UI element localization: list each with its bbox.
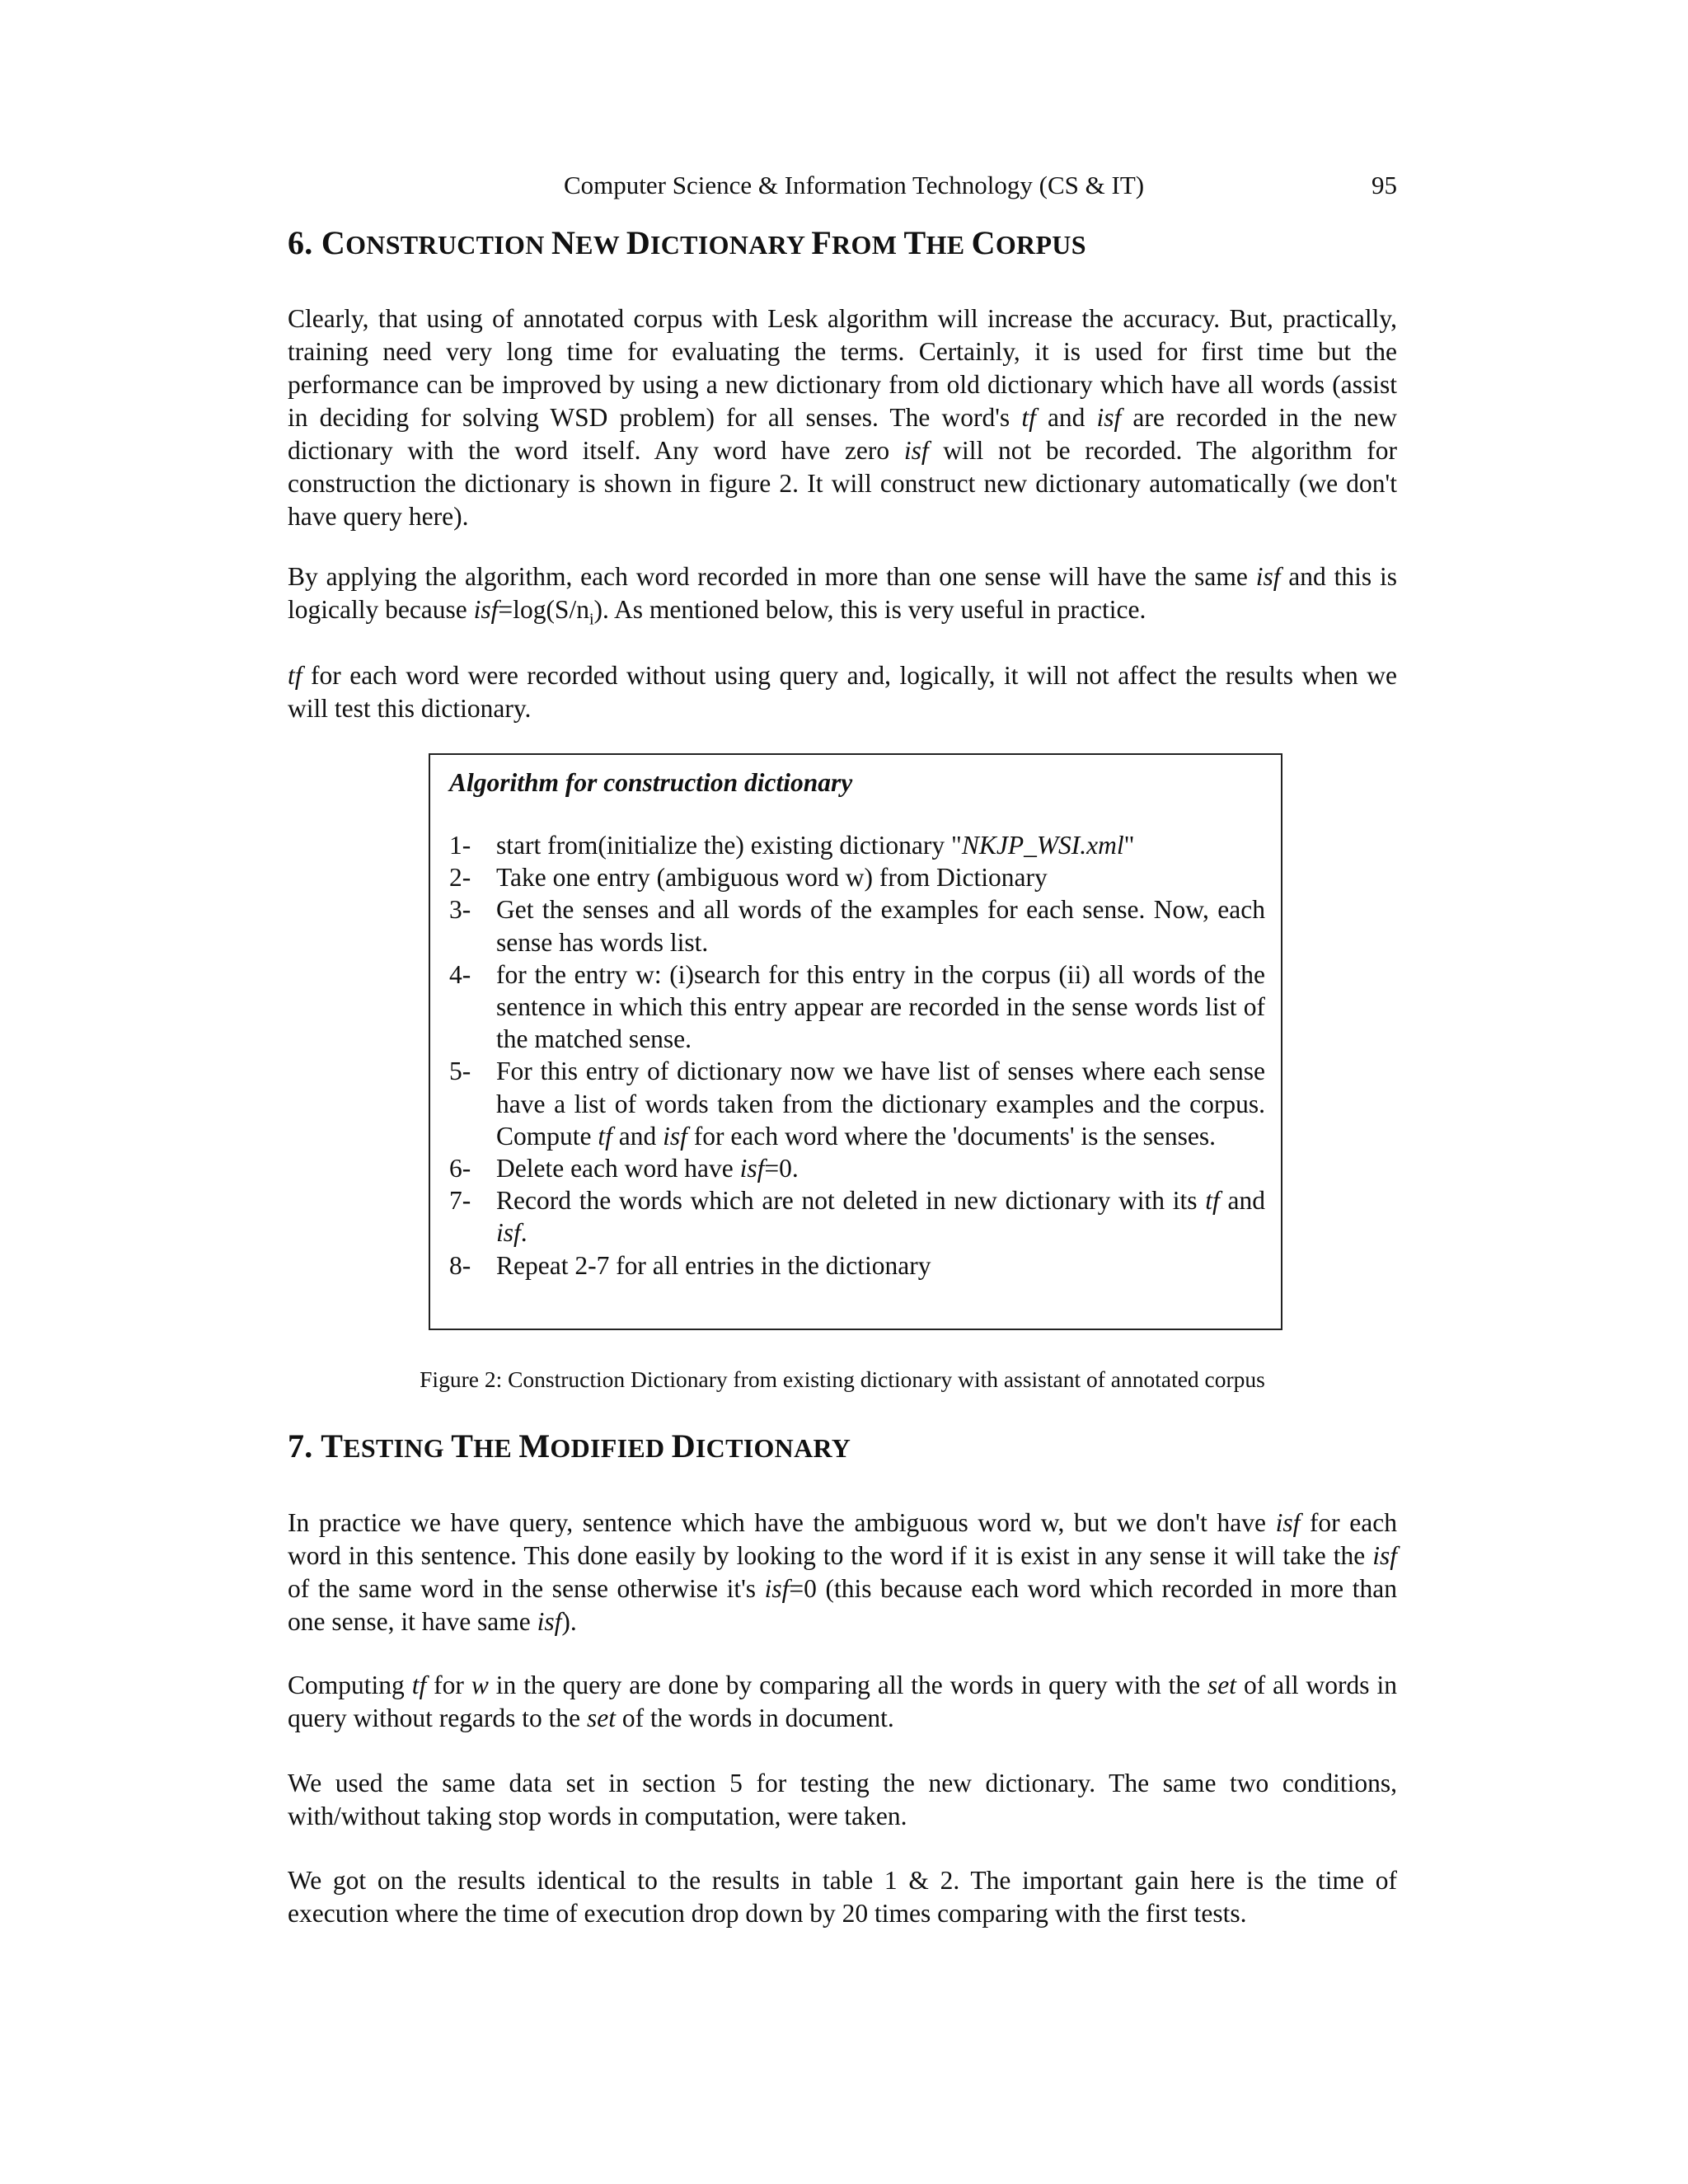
- journal-title: Computer Science & Information Technology (CS & IT): [564, 171, 1145, 199]
- page-number: 95: [1372, 171, 1397, 199]
- algorithm-step: 8- Repeat 2-7 for all entries in the dictionary: [449, 1250, 931, 1280]
- algorithm-title: Algorithm for construction dictionary: [449, 768, 853, 797]
- algorithm-step: 3- Get the senses and all words of the examples for each sense. Now, each sense has words list.: [449, 895, 1265, 957]
- algorithm-step: 4- for the entry w: (i)search for this entry in the corpus (ii) all words of the sentence in which this entry appear are recorded in the sense words list of the matched sense.: [449, 959, 1265, 1054]
- section-7-paragraph-2: Computing tf for w in the query are done by comparing all the words in query with the set of all words in query without regards to the set of the words in document.: [288, 1671, 1397, 1732]
- section-6-paragraph-3: tf for each word were recorded without using query and, logically, it will not affect the results when we will test this dictionary.: [288, 661, 1397, 723]
- algorithm-step: 2- Take one entry (ambiguous word w) from Dictionary: [449, 863, 1048, 893]
- section-6-paragraph-1: Clearly, that using of annotated corpus with Lesk algorithm will increase the accuracy. But, practically, training need very long time for evaluating the terms. Certainly, it is used for first time but the performance can be improved by using a new dictionary from old dictionary which have all words (assist in deciding for solving WSD problem) for all senses. The word's tf and isf are recorded in the new dictionary with the word itself. Any word have zero isf will not be recorded. The algorithm for construction the dictionary is shown in figure 2. It will construct new dictionary automatically (we don't have query here).: [288, 304, 1397, 531]
- algorithm-steps: [449, 829, 1265, 1282]
- algorithm-box: [429, 753, 1282, 1330]
- algorithm-step: 7- Record the words which are not deleted in new dictionary with its tf and isf.: [449, 1186, 1266, 1248]
- section-6-heading: 6. CONSTRUCTION NEW DICTIONARY FROM THE CORPUS: [288, 224, 1086, 261]
- section-6-paragraph-2: By applying the algorithm, each word recorded in more than one sense will have the same isf and this is logically because $isf=\log(S/n_i)$. As mentioned below, this is very useful in practice.: [288, 562, 1397, 629]
- figure-caption: Figure 2: Construction Dictionary from existing dictionary with assistant of annotated corpus: [420, 1366, 1265, 1392]
- algorithm-step: 6- Delete each word have isf=0.: [449, 1154, 799, 1183]
- section-7-paragraph-3: We used the same data set in section 5 for testing the new dictionary. The same two conditions, with/without taking stop words in computation, were taken.: [288, 1769, 1397, 1830]
- section-7-heading: 7. TESTING THE MODIFIED DICTIONARY: [288, 1427, 851, 1465]
- algorithm-step: 5- For this entry of dictionary now we have list of senses where each sense have a list of words taken from the dictionary examples and the corpus. Compute tf and isf for each word where the 'documents' is the senses.: [449, 1057, 1265, 1151]
- section-7-paragraph-1: In practice we have query, sentence which have the ambiguous word w, but we don't have isf for each word in this sentence. This done easily by looking to the word if it is exist in any sense it will take the isf of the same word in the sense otherwise it's isf=0 (this because each word which recorded in more than one sense, it have same isf).: [288, 1508, 1397, 1636]
- section-7-paragraph-4: We got on the results identical to the results in table 1 & 2. The important gain here is the time of execution where the time of execution drop down by 20 times comparing with the first tests.: [288, 1866, 1397, 1928]
- running-header: [288, 169, 1397, 202]
- algorithm-step: 1- start from(initialize the) existing dictionary "NKJP_WSI.xml": [449, 831, 1135, 860]
